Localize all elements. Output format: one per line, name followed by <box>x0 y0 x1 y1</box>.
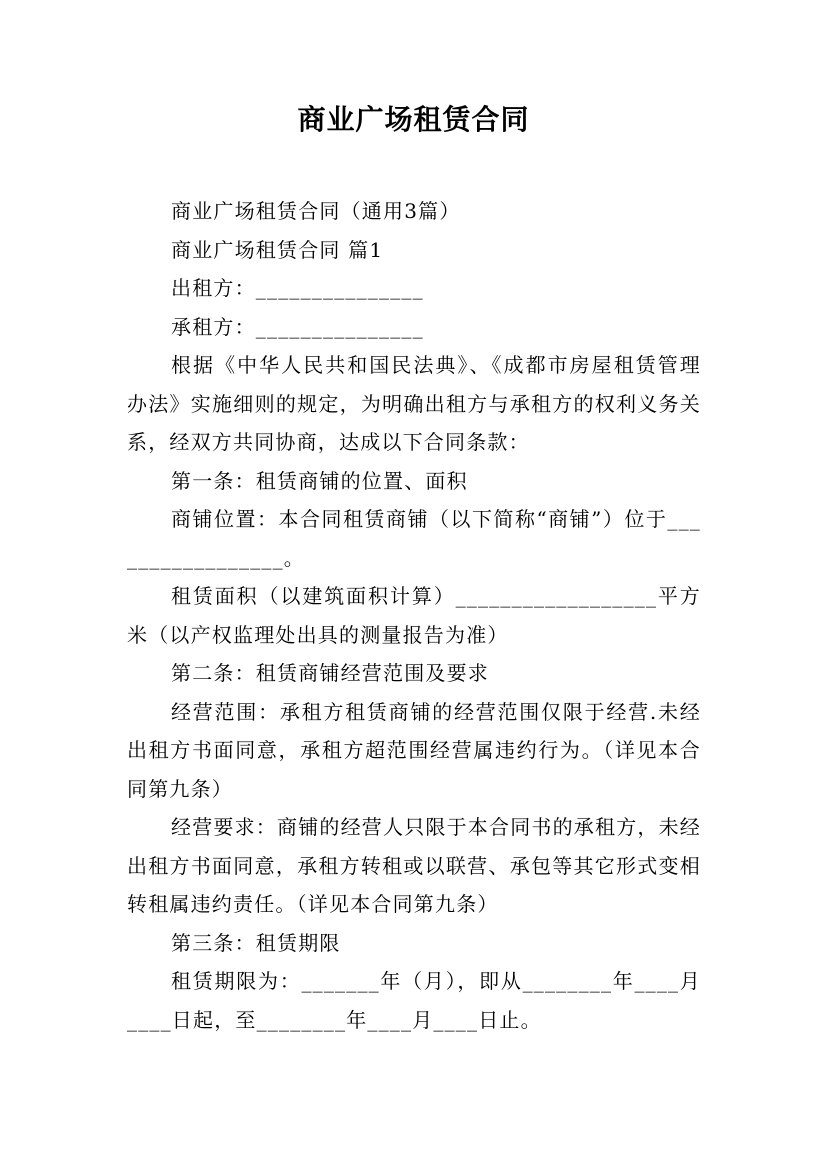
paragraph-subtitle: 商业广场租赁合同（通用3篇） <box>171 199 461 223</box>
paragraph-business-scope: 经营范围：承租方租赁商铺的经营范围仅限于经营.未经出租方书面同意，承租方超范围经营属违约行为。（详见本合同第九条） <box>127 699 701 801</box>
paragraph-preamble: 根据《中华人民共和国民法典》、《成都市房屋租赁管理办法》实施细则的规定，为明确出租方与承租方的权利义务关系，经双方共同协商，达成以下合同条款： <box>127 353 701 454</box>
document-body <box>127 192 701 1039</box>
paragraph-business-requirements: 经营要求：商铺的经营人只限于本合同书的承租方，未经出租方书面同意，承租方转租或以联营、承包等其它形式变相转租属违约责任。（详见本合同第九条） <box>127 815 701 916</box>
paragraph-article-3-heading: 第三条：租赁期限 <box>171 930 341 955</box>
paragraph-lessor: 出租方：_______________ <box>171 276 424 300</box>
paragraph-section-heading: 商业广场租赁合同 篇1 <box>171 237 384 262</box>
paragraph-article-2-heading: 第二条：租赁商铺经营范围及要求 <box>171 661 489 685</box>
paragraph-lease-area: 租赁面积（以建筑面积计算）__________________平方米（以产权监理处出具的测量报告为准） <box>127 584 701 647</box>
paragraph-lessee: 承租方：_______________ <box>171 314 424 339</box>
document-title: 商业广场租赁合同 <box>297 103 530 136</box>
paragraph-article-1-heading: 第一条：租赁商铺的位置、面积 <box>171 468 468 493</box>
paragraph-lease-term: 租赁期限为：_______年（月），即从________年____月____日起，至________年____月____日止。 <box>127 969 701 1032</box>
paragraph-shop-location: 商铺位置：本合同租赁商铺（以下简称“商铺”）位于_________________。 <box>127 507 701 570</box>
